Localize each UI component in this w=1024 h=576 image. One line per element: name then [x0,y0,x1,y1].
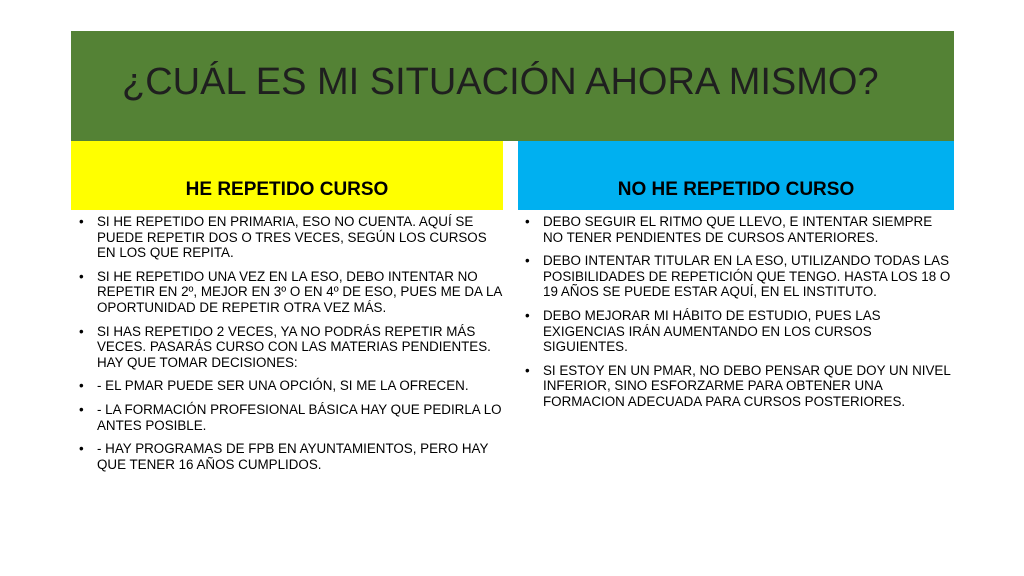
bullet-icon: • [525,307,530,323]
right-bullet-text: DEBO MEJORAR MI HÁBITO DE ESTUDIO, PUES LAS EXIGENCIAS IRÁN AUMENTANDO EN LOS CURSOS SIGUIENTES. [543,307,881,355]
bullet-icon: • [79,401,84,417]
left-bullet-item [76,441,504,472]
bullet-icon: • [525,253,530,269]
title-band [71,31,954,141]
bullet-icon: • [79,323,84,339]
right-bullet-item [522,308,954,355]
right-bullet-item [522,363,954,410]
right-bullet-item [522,214,954,245]
right-bullet-item [522,253,954,300]
right-bullet-text: DEBO INTENTAR TITULAR EN LA ESO, UTILIZANDO TODAS LAS POSIBILIDADES DE REPETICIÓN QUE TENGO. HASTA LOS 18 O 19 AÑOS SE PUEDE ESTAR AQUÍ, EN EL INSTITUTO. [543,253,951,300]
left-bullet-text: SI HE REPETIDO EN PRIMARIA, ESO NO CUENTA. AQUÍ SE PUEDE REPETIR DOS O TRES VECES, SEGÚN LOS CURSOS EN LOS QUE REPITA. [97,214,487,261]
left-column-header [71,141,503,210]
right-bullet-list [522,214,954,418]
bullet-icon: • [79,268,84,284]
bullet-icon: • [79,441,84,457]
left-bullet-item [76,378,504,394]
left-column-header-label: HE REPETIDO CURSO [185,179,389,200]
right-column-header-label: NO HE REPETIDO CURSO [617,179,855,200]
left-bullet-text: - HAY PROGRAMAS DE FPB EN AYUNTAMIENTOS, PERO HAY QUE TENER 16 AÑOS CUMPLIDOS. [97,441,489,472]
bullet-icon: • [525,362,530,378]
left-bullet-item [76,214,504,261]
left-bullet-text: SI HAS REPETIDO 2 VECES, YA NO PODRÁS REPETIR MÁS VECES. PASARÁS CURSO CON LAS MATERIAS PENDIENTES. HAY QUE TOMAR DECISIONES: [97,323,491,370]
right-bullet-text: DEBO SEGUIR EL RITMO QUE LLEVO, E INTENTAR SIEMPRE NO TENER PENDIENTES DE CURSOS ANTERIORES. [543,214,933,245]
left-bullet-item [76,324,504,371]
right-column-header [518,141,954,210]
left-bullet-text: - LA FORMACIÓN PROFESIONAL BÁSICA HAY QUE PEDIRLA LO ANTES POSIBLE. [97,401,502,433]
left-bullet-text: - EL PMAR PUEDE SER UNA OPCIÓN, SI ME LA OFRECEN. [97,378,469,394]
slide-title: ¿CUÁL ES MI SITUACIÓN AHORA MISMO? [122,61,879,103]
left-bullet-list [76,214,504,480]
left-bullet-item [76,269,504,316]
bullet-icon: • [525,214,530,229]
left-bullet-item [76,402,504,433]
left-bullet-text: SI HE REPETIDO UNA VEZ EN LA ESO, DEBO INTENTAR NO REPETIR EN 2º, MEJOR EN 3º O EN 4º DE ESO, PUES ME DA LA OPORTUNIDAD DE REPETIR OTRA VEZ MÁS. [97,268,502,315]
bullet-icon: • [79,214,84,229]
right-bullet-text: SI ESTOY EN UN PMAR, NO DEBO PENSAR QUE DOY UN NIVEL INFERIOR, SINO ESFORZARME PARA OBTENER UNA FORMACION ADECUADA PARA CURSOS POSTERIORES. [543,362,951,409]
bullet-icon: • [79,378,84,394]
